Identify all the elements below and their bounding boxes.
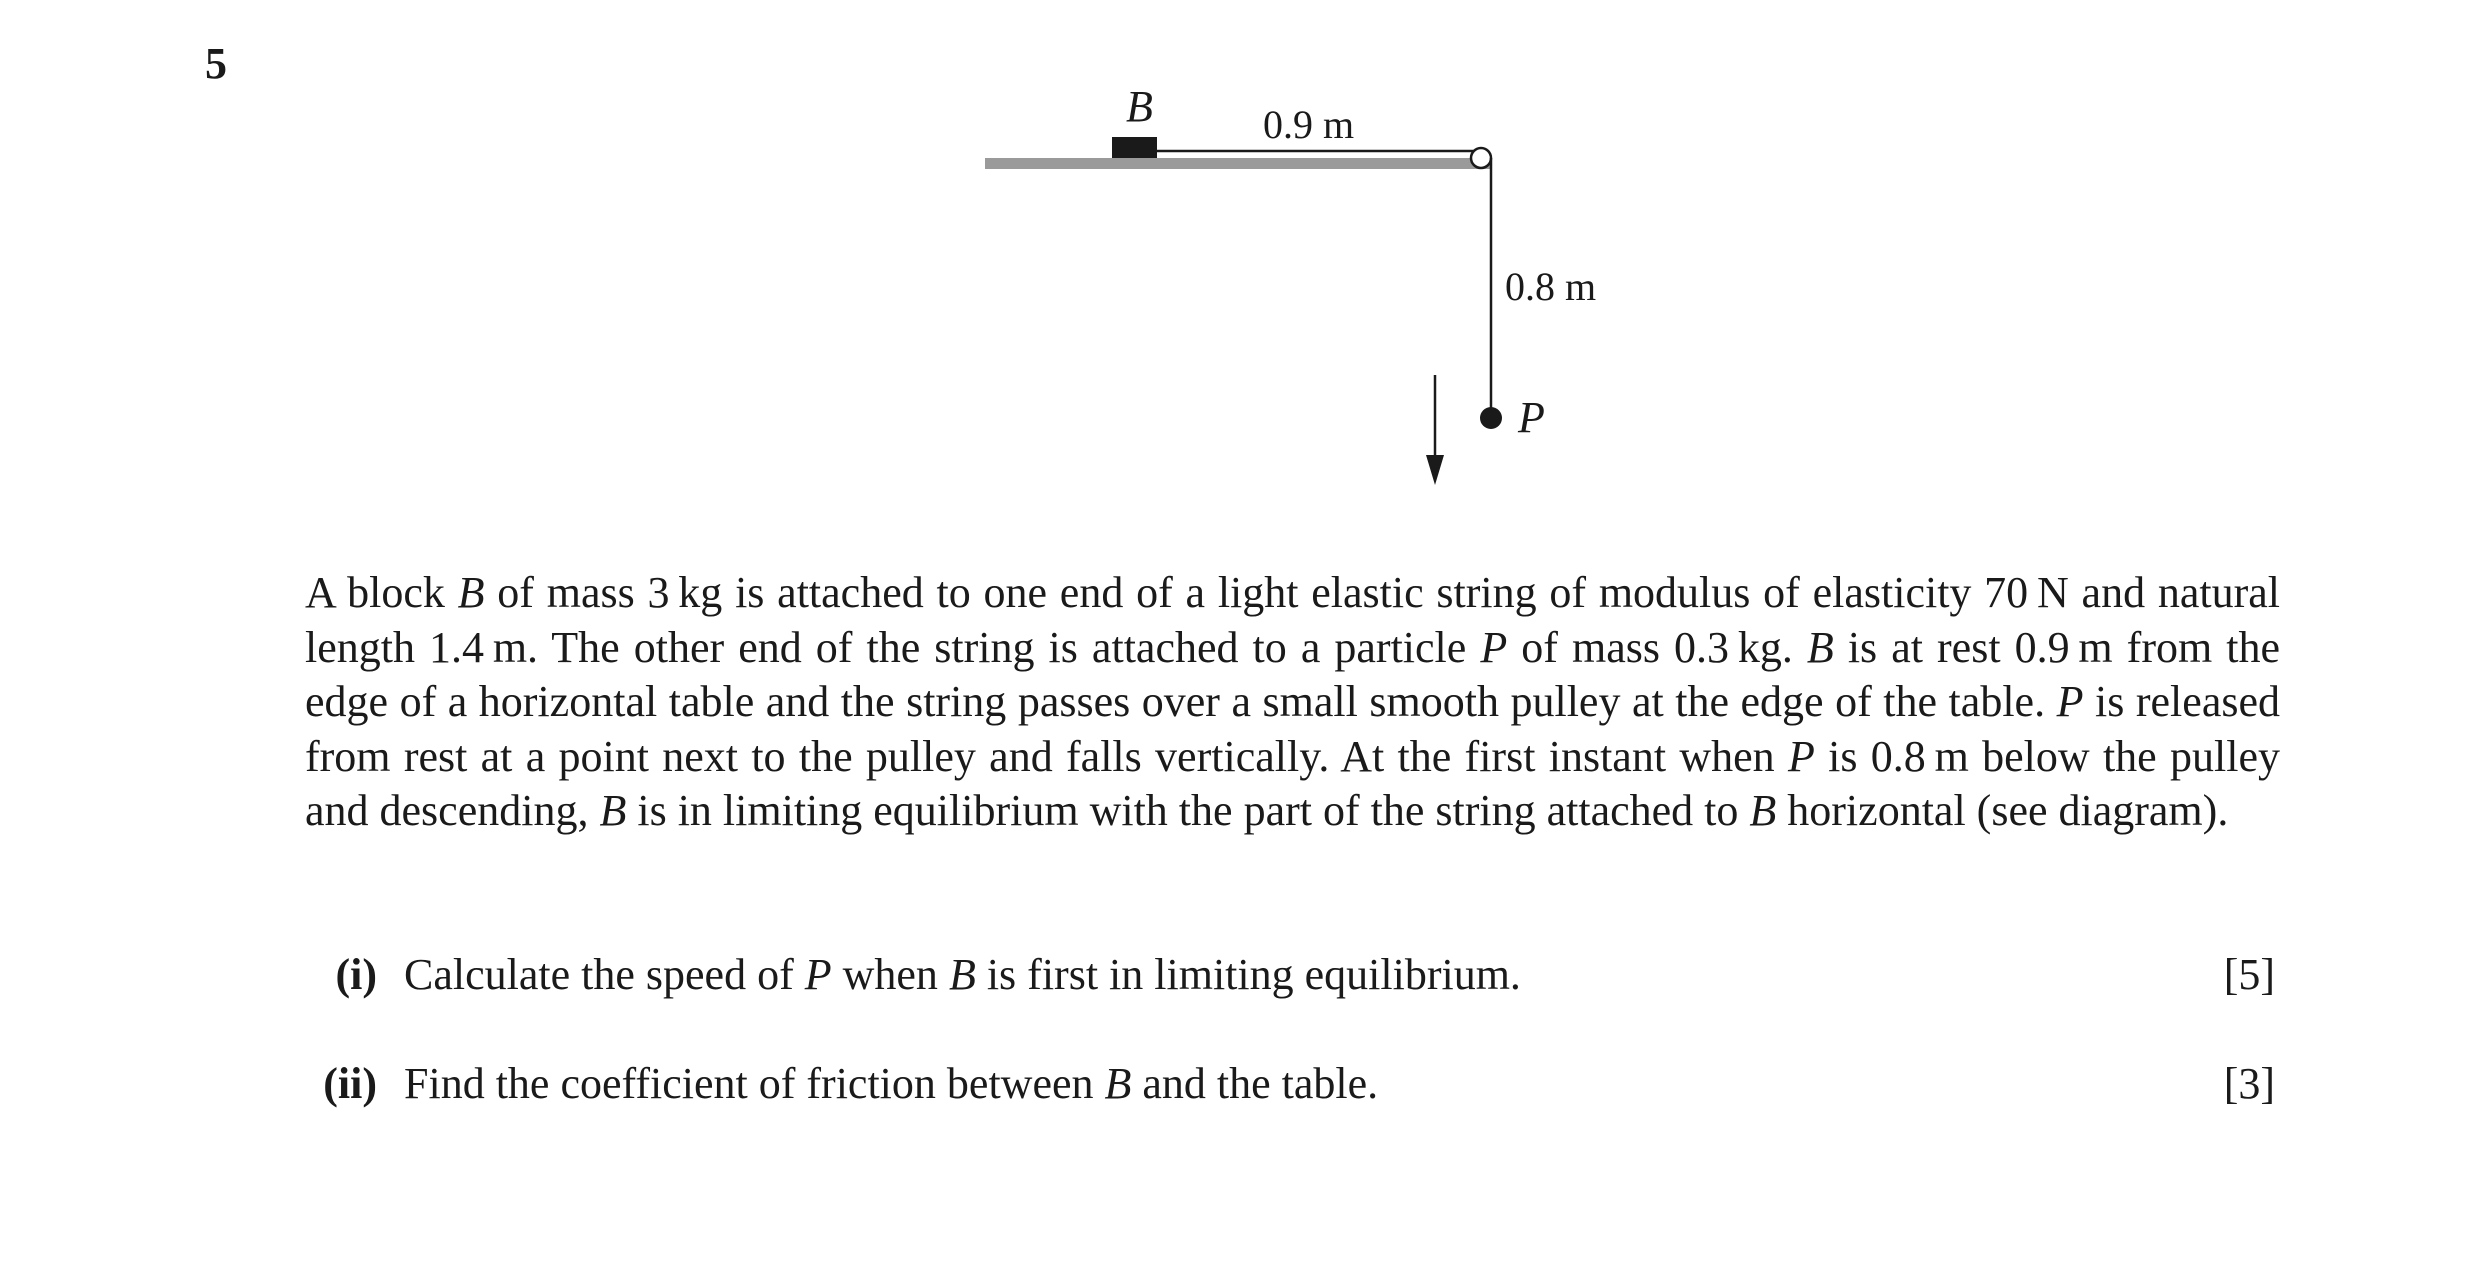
particle-p xyxy=(1480,407,1502,429)
label-b: B xyxy=(1126,82,1153,131)
question-number: 5 xyxy=(205,39,227,88)
arrow-head xyxy=(1426,455,1444,485)
part-ii-text: Find the coefficient of friction between B and the table. xyxy=(404,1059,1379,1108)
variable-p: P xyxy=(2056,677,2084,726)
block-b xyxy=(1112,137,1157,158)
variable-b: B xyxy=(1104,1059,1132,1108)
label-vertical-length: 0.8 m xyxy=(1505,264,1597,309)
pulley-diagram xyxy=(0,0,2480,520)
label-horizontal-length: 0.9 m xyxy=(1263,102,1355,147)
variable-p: P xyxy=(1787,731,1815,781)
question-stem: A block B of mass 3 kg is attached to one end of a light elastic string of modulus of elasticity 70 N and natural length 1.4 m. The other end of the string is attached to a particle P of mass 0.3 kg. B is at rest 0.9 m from the edge of a horizontal table and the string passes over a small smooth pulley at the edge of the table. P is released from rest at a point next to the pulley and falls vertically. At the first instant when P is 0.8 m below the pulley and descending, B is in limiting equilibrium with the part of the string attached to B horizontal (see diagram). xyxy=(305,568,2280,835)
part-i-text: Calculate the speed of P when B is first in limiting equilibrium. xyxy=(404,950,1521,999)
variable-b: B xyxy=(599,786,627,835)
part-ii-label: (ii) xyxy=(323,1059,377,1108)
label-p: P xyxy=(1518,393,1545,442)
variable-p: P xyxy=(1480,622,1508,672)
variable-b: B xyxy=(1806,622,1834,672)
pulley xyxy=(1471,148,1491,168)
variable-b: B xyxy=(948,950,976,999)
part-i-marks: [5] xyxy=(2223,950,2275,999)
part-i-label: (i) xyxy=(335,950,377,999)
variable-b: B xyxy=(1749,786,1777,835)
table-surface xyxy=(985,158,1490,169)
variable-p: P xyxy=(804,950,832,999)
variable-b: B xyxy=(457,568,485,617)
part-ii-marks: [3] xyxy=(2223,1059,2275,1108)
